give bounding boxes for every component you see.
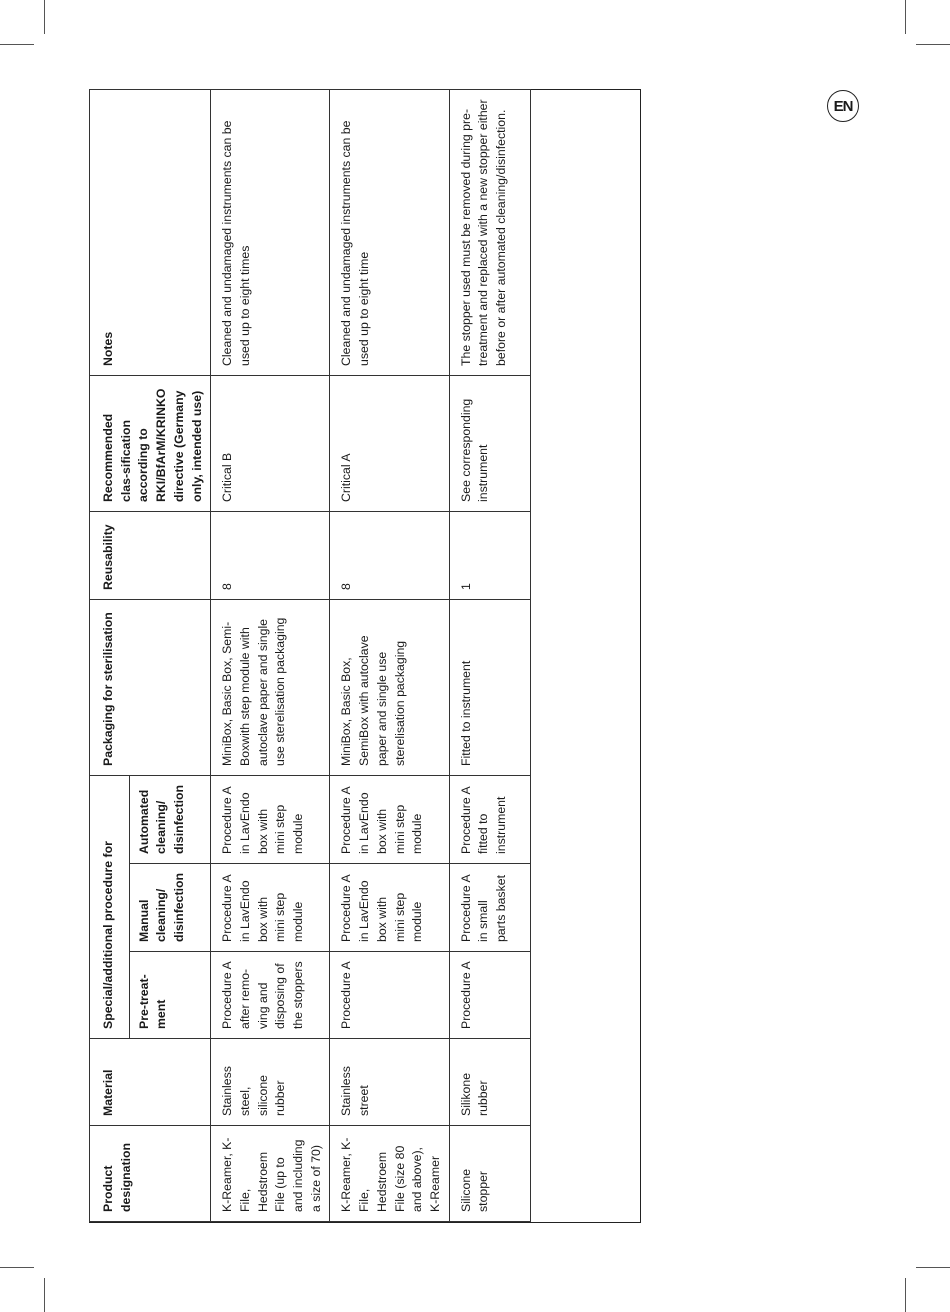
cell-material: Stainless street <box>330 1039 449 1126</box>
cell-pretreat: Procedure A <box>449 952 530 1039</box>
header-notes: Notes <box>90 89 211 375</box>
crop-mark <box>905 1278 906 1312</box>
crop-mark <box>916 44 950 45</box>
cell-product: Silicone stopper <box>449 1126 530 1222</box>
crop-mark <box>0 44 34 45</box>
cell-reusability: 8 <box>330 511 449 599</box>
crop-mark <box>44 1278 45 1312</box>
table-row <box>211 89 330 1221</box>
cell-classification: Critical A <box>330 375 449 511</box>
cell-classification: See corresponding instrument <box>449 375 530 511</box>
cell-notes: The stopper used must be removed during pre-treatment and replaced with a new stopper either before or after automated cleaning/disinfection. <box>449 89 530 375</box>
cell-automated: Procedure A fitted to instrument <box>449 775 530 863</box>
cell-packaging: MiniBox, Basic Box, SemiBox with autoclave paper and single use sterelisation packaging <box>330 599 449 775</box>
table-row <box>330 89 449 1221</box>
cell-pretreat: Procedure A after remo-ving and disposing of the stoppers <box>211 952 330 1039</box>
header-material: Material <box>90 1039 211 1126</box>
cell-manual: Procedure A in small parts basket <box>449 864 530 952</box>
cell-packaging: MiniBox, Basic Box, Semi-Boxwith step module with autoclave paper and single use sterelisation packaging <box>211 599 330 775</box>
cell-classification: Critical B <box>211 375 330 511</box>
cell-automated: Procedure A in LavEndo box with mini step module <box>211 775 330 863</box>
header-manual: Manual cleaning/ disinfection <box>129 864 210 952</box>
cell-notes: Cleaned and undamaged instruments can be used up to eight time <box>330 89 449 375</box>
cell-automated: Procedure A in LavEndo box with mini step module <box>330 775 449 863</box>
cell-material: Silikone rubber <box>449 1039 530 1126</box>
cell-notes: Cleaned and undamaged instruments can be used up to eight times <box>211 89 330 375</box>
reprocessing-table <box>89 89 531 1222</box>
header-product: Product designation <box>90 1126 211 1222</box>
cell-pretreat: Procedure A <box>330 952 449 1039</box>
crop-mark <box>0 1267 34 1268</box>
header-classification: Recommended clas-sification according to RKI/BfArM/KRINKO directive (Germany only, intended use) <box>90 375 211 511</box>
language-badge: EN <box>827 90 859 122</box>
header-reusability: Reusability <box>90 511 211 599</box>
cell-reusability: 8 <box>211 511 330 599</box>
cell-product: K-Reamer, K-File, Hedstroem File (size 80 and above), K-Reamer <box>330 1126 449 1222</box>
cell-manual: Procedure A in LavEndo box with mini step module <box>211 864 330 952</box>
crop-mark <box>916 1267 950 1268</box>
crop-mark <box>905 0 906 34</box>
header-row <box>90 89 130 1221</box>
rotated-table-container <box>89 90 509 1222</box>
cell-material: Stainless steel, silicone rubber <box>211 1039 330 1126</box>
header-pretreat: Pre-treat-ment <box>129 952 210 1039</box>
header-automated: Automated cleaning/ disinfection <box>129 775 210 863</box>
cell-packaging: Fitted to instrument <box>449 599 530 775</box>
cell-manual: Procedure A in LavEndo box with mini step module <box>330 864 449 952</box>
header-packaging: Packaging for sterilisation <box>90 599 211 775</box>
cell-reusability: 1 <box>449 511 530 599</box>
table-row <box>449 89 530 1221</box>
crop-mark <box>44 0 45 34</box>
header-special: Special/additional procedure for <box>90 775 130 1038</box>
cell-product: K-Reamer, K-File, Hedstroem File (up to and including a size of 70) <box>211 1126 330 1222</box>
